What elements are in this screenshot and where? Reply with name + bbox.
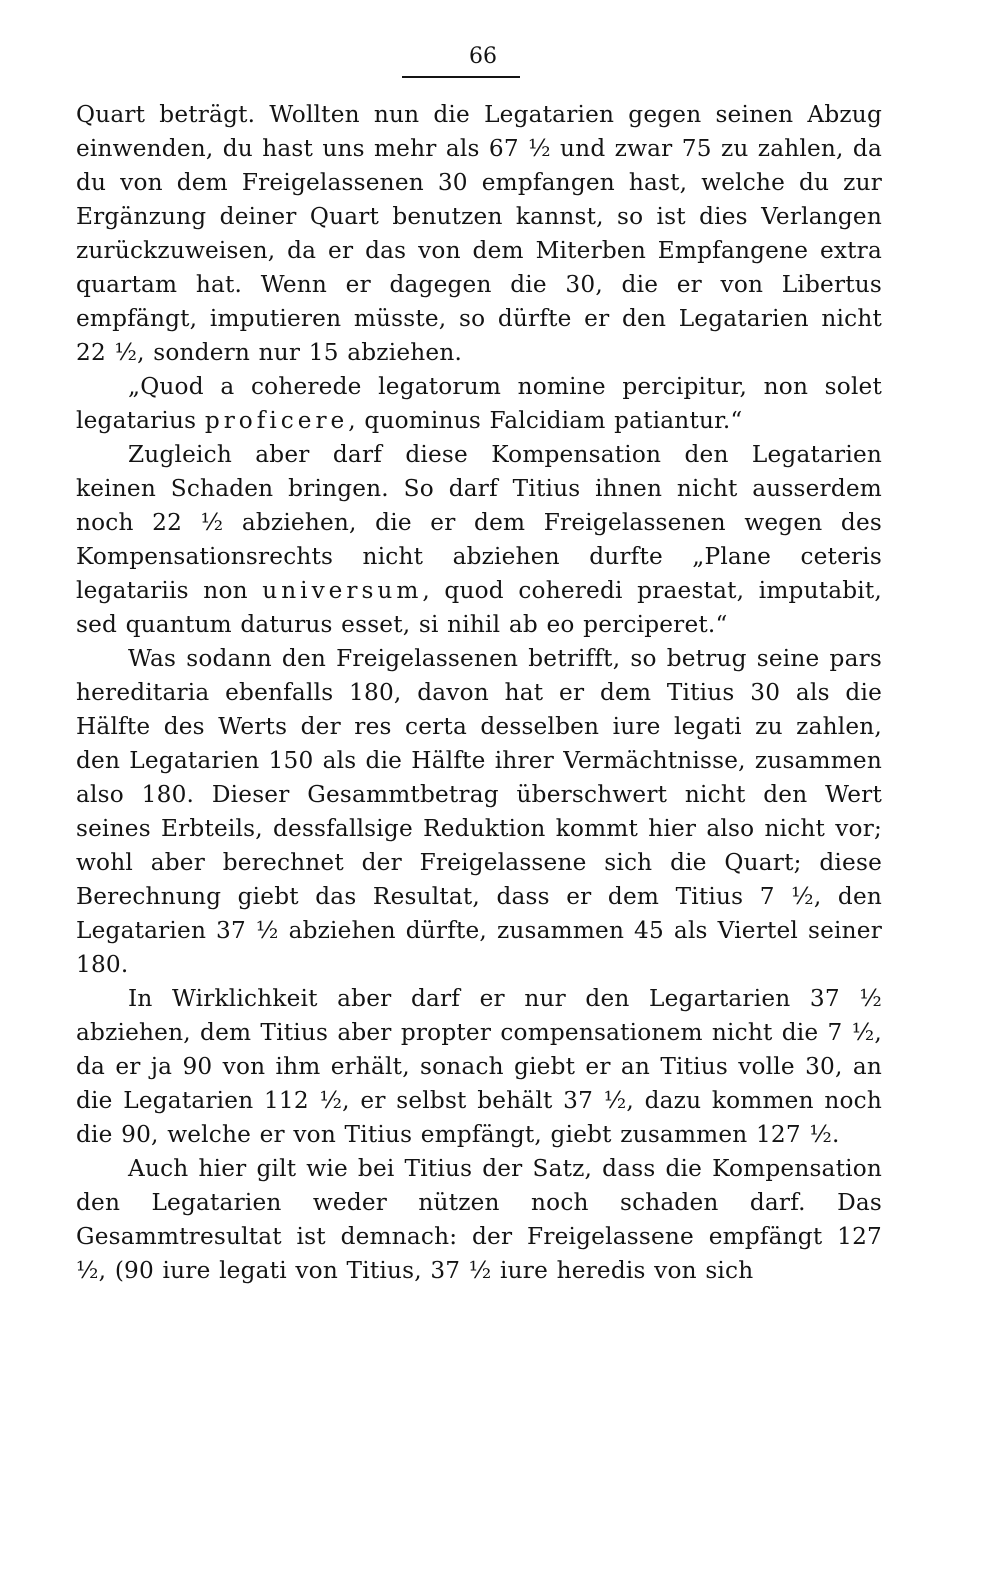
- paragraph: [76, 982, 882, 1152]
- paragraph: [76, 98, 882, 370]
- paragraph-text: In Wirklichkeit aber darf er nur den Legartarien 37 ½ abziehen, dem Titius aber propter compensationem nicht die 7 ½, da er ja 90 von ihm erhält, sonach giebt er an Titius volle 30, an die Legatarien 112 ½, er selbst behält 37 ½, dazu kommen noch die 90, welche er von Titius empfängt, giebt zusammen 127 ½.: [76, 985, 882, 1148]
- header-rule: [402, 76, 520, 78]
- body-text: [76, 98, 882, 1288]
- paragraph-text: , quod coheredi praestat, imputabit, sed quantum daturus esset, si nihil ab eo perciperet.“: [76, 577, 882, 638]
- paragraph-text: Quart beträgt. Wollten nun die Legatarien gegen seinen Abzug einwenden, du hast uns mehr als 67 ½ und zwar 75 zu zahlen, da du von dem Freigelassenen 30 empfangen hast, welche du zur Ergänzung deiner Quart benutzen kannst, so ist dies Verlangen zurückzuweisen, da er das von dem Miterben Empfangene extra quartam hat. Wenn er dagegen die 30, die er von Libertus empfängt, imputieren müsste, so dürfte er den Legatarien nicht 22 ½, sondern nur 15 abziehen.: [76, 101, 882, 366]
- paragraph: [76, 370, 882, 438]
- page-number: 66: [469, 44, 497, 69]
- emphasized-text: proficere: [204, 407, 349, 434]
- paragraph: [76, 1152, 882, 1288]
- book-page: [76, 44, 882, 1288]
- paragraph-text: Was sodann den Freigelassenen betrifft, so betrug seine pars hereditaria ebenfalls 180, davon hat er dem Titius 30 als die Hälfte des Werts der res certa desselben iure legati zu zahlen, den Legatarien 150 als die Hälfte ihrer Vermächtnisse, zusammen also 180. Dieser Gesammtbetrag überschwert nicht den Wert seines Erbteils, dessfallsige Reduktion kommt hier also nicht vor; wohl aber berechnet der Freigelassene sich die Quart; diese Berechnung giebt das Resultat, dass er dem Titius 7 ½, den Legatarien 37 ½ abziehen dürfte, zusammen 45 als Viertel seiner 180.: [76, 645, 882, 978]
- emphasized-text: universum: [262, 577, 423, 604]
- paragraph-text: , quominus Falcidiam patiantur.“: [348, 407, 743, 434]
- paragraph-text: Zugleich aber darf diese Kompensation den Legatarien keinen Schaden bringen. So darf Titius ihnen nicht ausserdem noch 22 ½ abziehen, die er dem Freigelassenen wegen des Kompensationsrechts nicht abziehen durfte „Plane ceteris legatariis non: [76, 441, 882, 604]
- paragraph: [76, 642, 882, 982]
- paragraph-text: Auch hier gilt wie bei Titius der Satz, dass die Kompensation den Legatarien weder nützen noch schaden darf. Das Gesammtresultat ist demnach: der Freigelassene empfängt 127 ½, (90 iure legati von Titius, 37 ½ iure heredis von sich: [76, 1155, 882, 1284]
- paragraph-text: „Quod a coherede legatorum nomine percipitur, non solet legatarius: [76, 373, 882, 434]
- paragraph: [76, 438, 882, 642]
